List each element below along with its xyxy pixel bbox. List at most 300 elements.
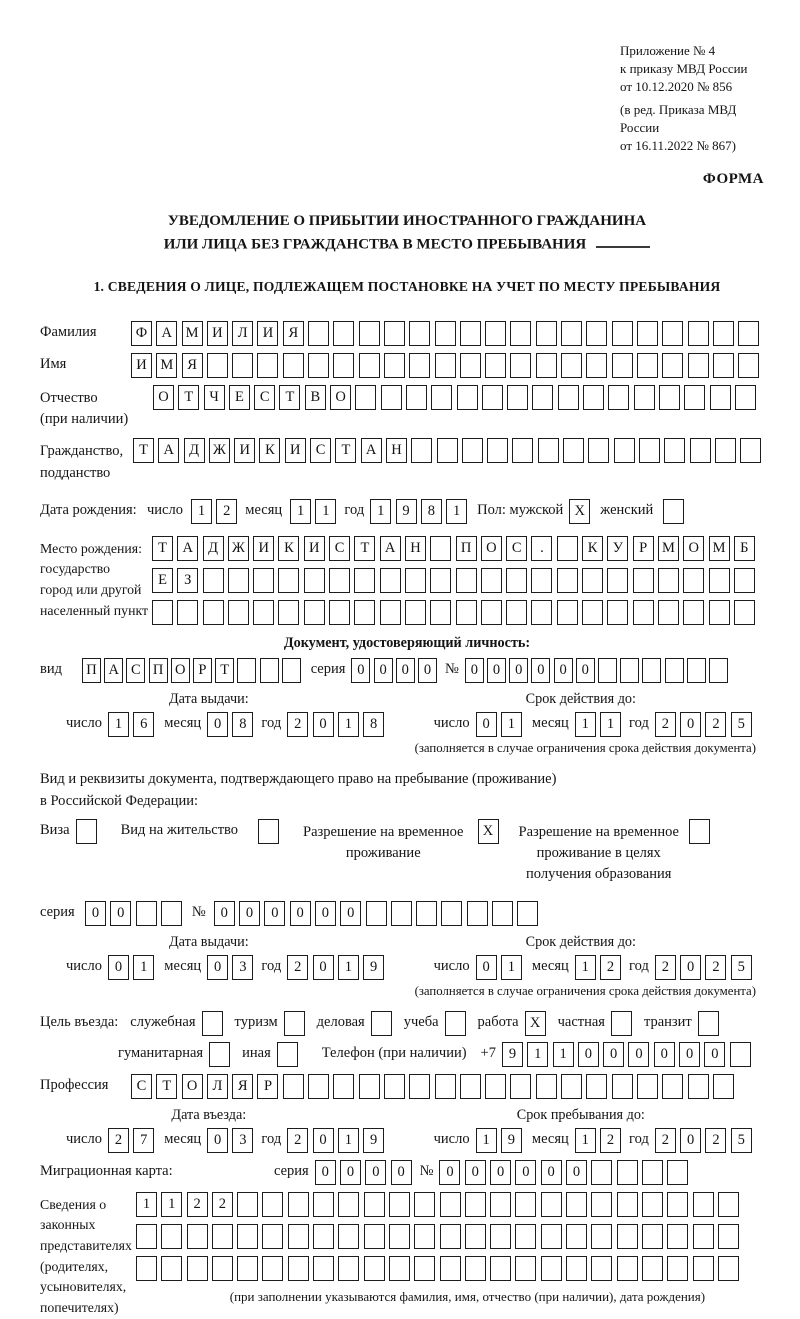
purpose-study-checkbox[interactable] (445, 1011, 466, 1036)
char-cell[interactable] (445, 1011, 466, 1036)
char-cell[interactable]: 0 (313, 1128, 334, 1153)
char-cell[interactable]: 2 (287, 1128, 308, 1153)
char-cell[interactable]: Т (335, 438, 356, 463)
char-cell[interactable]: Ж (209, 438, 230, 463)
char-cell[interactable]: С (126, 658, 145, 683)
char-cell[interactable] (667, 1256, 688, 1281)
entry-day-input[interactable] (108, 1128, 154, 1153)
char-cell[interactable] (313, 1192, 334, 1217)
char-cell[interactable]: О (683, 536, 704, 561)
char-cell[interactable]: С (131, 1074, 152, 1099)
char-cell[interactable] (688, 1074, 709, 1099)
char-cell[interactable]: Н (386, 438, 407, 463)
char-cell[interactable]: 0 (315, 1160, 336, 1185)
char-cell[interactable]: Д (203, 536, 224, 561)
char-cell[interactable] (683, 568, 704, 593)
char-cell[interactable]: Л (232, 321, 253, 346)
char-cell[interactable] (380, 568, 401, 593)
birthplace-line2-input[interactable] (152, 568, 755, 593)
doc-valid-year-input[interactable] (655, 712, 752, 737)
char-cell[interactable]: 1 (191, 499, 212, 524)
char-cell[interactable]: 0 (396, 658, 415, 683)
char-cell[interactable] (718, 1224, 739, 1249)
char-cell[interactable] (667, 1192, 688, 1217)
surname-input[interactable] (131, 321, 759, 346)
char-cell[interactable]: 1 (501, 955, 522, 980)
char-cell[interactable]: О (171, 658, 190, 683)
char-cell[interactable]: С (254, 385, 275, 410)
char-cell[interactable] (715, 438, 736, 463)
char-cell[interactable]: Р (193, 658, 212, 683)
char-cell[interactable] (437, 438, 458, 463)
residence-series-input[interactable] (85, 901, 182, 926)
char-cell[interactable] (288, 1256, 309, 1281)
char-cell[interactable] (384, 321, 405, 346)
char-cell[interactable]: . (531, 536, 552, 561)
char-cell[interactable] (440, 1192, 461, 1217)
birthplace-line3-input[interactable] (152, 600, 755, 625)
char-cell[interactable]: 2 (600, 955, 621, 980)
patronymic-input[interactable] (153, 385, 756, 410)
char-cell[interactable] (538, 438, 559, 463)
char-cell[interactable]: 1 (476, 1128, 497, 1153)
char-cell[interactable] (490, 1224, 511, 1249)
char-cell[interactable]: 2 (600, 1128, 621, 1153)
char-cell[interactable] (278, 568, 299, 593)
char-cell[interactable] (709, 600, 730, 625)
char-cell[interactable]: 1 (133, 955, 154, 980)
doc-issue-day-input[interactable] (108, 712, 154, 737)
residence-number-input[interactable] (214, 901, 539, 926)
char-cell[interactable]: Д (184, 438, 205, 463)
char-cell[interactable] (203, 600, 224, 625)
char-cell[interactable]: Т (178, 385, 199, 410)
char-cell[interactable] (212, 1224, 233, 1249)
char-cell[interactable] (203, 568, 224, 593)
residence-valid-day-input[interactable] (476, 955, 522, 980)
char-cell[interactable] (662, 353, 683, 378)
char-cell[interactable] (693, 1224, 714, 1249)
char-cell[interactable]: X (569, 499, 590, 524)
char-cell[interactable] (586, 321, 607, 346)
citizenship-input[interactable] (133, 438, 761, 463)
char-cell[interactable] (283, 1074, 304, 1099)
representatives-line2-input[interactable] (136, 1224, 739, 1249)
char-cell[interactable]: 0 (509, 658, 528, 683)
char-cell[interactable] (586, 353, 607, 378)
char-cell[interactable] (658, 600, 679, 625)
char-cell[interactable]: 1 (315, 499, 336, 524)
char-cell[interactable] (566, 1192, 587, 1217)
birth-month-input[interactable] (290, 499, 336, 524)
char-cell[interactable] (566, 1224, 587, 1249)
char-cell[interactable]: 9 (363, 955, 384, 980)
char-cell[interactable]: А (380, 536, 401, 561)
char-cell[interactable] (366, 901, 387, 926)
char-cell[interactable]: Ф (131, 321, 152, 346)
char-cell[interactable] (541, 1224, 562, 1249)
char-cell[interactable]: 0 (313, 712, 334, 737)
char-cell[interactable] (333, 321, 354, 346)
char-cell[interactable] (531, 600, 552, 625)
char-cell[interactable] (709, 658, 728, 683)
char-cell[interactable] (512, 438, 533, 463)
char-cell[interactable] (612, 1074, 633, 1099)
char-cell[interactable] (735, 385, 756, 410)
char-cell[interactable]: У (607, 536, 628, 561)
char-cell[interactable]: 3 (232, 1128, 253, 1153)
char-cell[interactable] (642, 1224, 663, 1249)
char-cell[interactable]: 0 (340, 1160, 361, 1185)
char-cell[interactable]: 0 (476, 955, 497, 980)
birthplace-line1-input[interactable] (152, 536, 755, 561)
char-cell[interactable] (359, 353, 380, 378)
char-cell[interactable] (161, 1224, 182, 1249)
char-cell[interactable] (541, 1256, 562, 1281)
char-cell[interactable]: П (82, 658, 101, 683)
char-cell[interactable] (76, 819, 97, 844)
birth-year-input[interactable] (370, 499, 467, 524)
char-cell[interactable]: 9 (396, 499, 417, 524)
char-cell[interactable] (177, 600, 198, 625)
char-cell[interactable] (591, 1192, 612, 1217)
char-cell[interactable]: Л (207, 1074, 228, 1099)
char-cell[interactable] (663, 499, 684, 524)
char-cell[interactable]: З (177, 568, 198, 593)
char-cell[interactable] (561, 1074, 582, 1099)
char-cell[interactable] (308, 321, 329, 346)
char-cell[interactable]: И (304, 536, 325, 561)
char-cell[interactable] (262, 1256, 283, 1281)
char-cell[interactable] (710, 385, 731, 410)
char-cell[interactable] (536, 353, 557, 378)
char-cell[interactable] (187, 1224, 208, 1249)
char-cell[interactable]: 2 (705, 712, 726, 737)
char-cell[interactable] (209, 1042, 230, 1067)
sex-female-checkbox[interactable] (663, 499, 684, 524)
char-cell[interactable] (457, 385, 478, 410)
char-cell[interactable] (485, 321, 506, 346)
char-cell[interactable] (228, 600, 249, 625)
char-cell[interactable]: X (478, 819, 499, 844)
char-cell[interactable] (709, 568, 730, 593)
char-cell[interactable]: 0 (554, 658, 573, 683)
char-cell[interactable] (718, 1192, 739, 1217)
purpose-work-checkbox[interactable] (525, 1011, 546, 1036)
char-cell[interactable] (460, 353, 481, 378)
char-cell[interactable]: О (330, 385, 351, 410)
char-cell[interactable]: 1 (136, 1192, 157, 1217)
char-cell[interactable]: 0 (239, 901, 260, 926)
char-cell[interactable] (161, 901, 182, 926)
char-cell[interactable] (667, 1224, 688, 1249)
entry-month-input[interactable] (207, 1128, 253, 1153)
char-cell[interactable] (371, 1011, 392, 1036)
residence-issue-year-input[interactable] (287, 955, 384, 980)
char-cell[interactable] (740, 438, 761, 463)
char-cell[interactable] (684, 385, 705, 410)
char-cell[interactable] (561, 321, 582, 346)
char-cell[interactable]: 0 (85, 901, 106, 926)
char-cell[interactable] (563, 438, 584, 463)
temp-residence-checkbox[interactable] (478, 819, 499, 844)
char-cell[interactable]: А (158, 438, 179, 463)
char-cell[interactable] (612, 353, 633, 378)
char-cell[interactable] (354, 568, 375, 593)
char-cell[interactable] (713, 321, 734, 346)
char-cell[interactable] (283, 353, 304, 378)
char-cell[interactable] (262, 1224, 283, 1249)
char-cell[interactable] (683, 600, 704, 625)
char-cell[interactable]: П (149, 658, 168, 683)
doc-issue-year-input[interactable] (287, 712, 384, 737)
doc-number-input[interactable] (465, 658, 728, 683)
purpose-private-checkbox[interactable] (611, 1011, 632, 1036)
char-cell[interactable] (718, 1256, 739, 1281)
char-cell[interactable] (617, 1256, 638, 1281)
char-cell[interactable] (536, 321, 557, 346)
char-cell[interactable] (482, 385, 503, 410)
char-cell[interactable]: М (709, 536, 730, 561)
char-cell[interactable] (152, 600, 173, 625)
char-cell[interactable]: 0 (207, 955, 228, 980)
char-cell[interactable]: 0 (465, 658, 484, 683)
char-cell[interactable]: Т (156, 1074, 177, 1099)
char-cell[interactable] (633, 600, 654, 625)
char-cell[interactable]: Т (152, 536, 173, 561)
char-cell[interactable] (637, 321, 658, 346)
char-cell[interactable] (338, 1256, 359, 1281)
char-cell[interactable] (333, 353, 354, 378)
char-cell[interactable]: И (257, 321, 278, 346)
char-cell[interactable]: 7 (133, 1128, 154, 1153)
char-cell[interactable] (614, 438, 635, 463)
char-cell[interactable] (506, 600, 527, 625)
purpose-business-checkbox[interactable] (371, 1011, 392, 1036)
char-cell[interactable] (431, 385, 452, 410)
char-cell[interactable]: 2 (287, 712, 308, 737)
char-cell[interactable]: 0 (374, 658, 393, 683)
residence-issue-day-input[interactable] (108, 955, 154, 980)
char-cell[interactable] (532, 385, 553, 410)
purpose-tourism-checkbox[interactable] (284, 1011, 305, 1036)
char-cell[interactable] (380, 600, 401, 625)
char-cell[interactable]: 1 (370, 499, 391, 524)
char-cell[interactable] (566, 1256, 587, 1281)
char-cell[interactable] (136, 1224, 157, 1249)
char-cell[interactable] (506, 568, 527, 593)
char-cell[interactable] (384, 1074, 405, 1099)
char-cell[interactable] (288, 1192, 309, 1217)
char-cell[interactable]: 0 (207, 1128, 228, 1153)
char-cell[interactable]: 0 (207, 712, 228, 737)
char-cell[interactable]: И (234, 438, 255, 463)
purpose-transit-checkbox[interactable] (698, 1011, 719, 1036)
char-cell[interactable]: 2 (108, 1128, 129, 1153)
char-cell[interactable] (531, 568, 552, 593)
char-cell[interactable] (416, 901, 437, 926)
char-cell[interactable] (662, 1074, 683, 1099)
char-cell[interactable]: 0 (578, 1042, 599, 1067)
representatives-line3-input[interactable] (136, 1256, 739, 1281)
char-cell[interactable]: В (305, 385, 326, 410)
char-cell[interactable]: И (207, 321, 228, 346)
char-cell[interactable]: Ч (204, 385, 225, 410)
char-cell[interactable]: С (310, 438, 331, 463)
residence-issue-month-input[interactable] (207, 955, 253, 980)
stay-year-input[interactable] (655, 1128, 752, 1153)
char-cell[interactable]: 0 (531, 658, 550, 683)
char-cell[interactable]: 1 (575, 1128, 596, 1153)
char-cell[interactable] (354, 600, 375, 625)
char-cell[interactable] (440, 1224, 461, 1249)
char-cell[interactable] (510, 321, 531, 346)
char-cell[interactable] (536, 1074, 557, 1099)
char-cell[interactable]: 0 (110, 901, 131, 926)
char-cell[interactable]: 1 (600, 712, 621, 737)
char-cell[interactable] (662, 321, 683, 346)
char-cell[interactable] (462, 438, 483, 463)
char-cell[interactable]: О (481, 536, 502, 561)
doc-valid-day-input[interactable] (476, 712, 522, 737)
char-cell[interactable]: 0 (391, 1160, 412, 1185)
char-cell[interactable] (304, 568, 325, 593)
char-cell[interactable] (607, 568, 628, 593)
char-cell[interactable] (237, 1256, 258, 1281)
char-cell[interactable] (510, 1074, 531, 1099)
char-cell[interactable]: 0 (704, 1042, 725, 1067)
char-cell[interactable]: 0 (680, 712, 701, 737)
residence-valid-month-input[interactable] (575, 955, 621, 980)
birth-day-input[interactable] (191, 499, 237, 524)
char-cell[interactable]: Е (152, 568, 173, 593)
char-cell[interactable]: 0 (566, 1160, 587, 1185)
char-cell[interactable]: 1 (161, 1192, 182, 1217)
char-cell[interactable] (329, 568, 350, 593)
char-cell[interactable] (485, 353, 506, 378)
char-cell[interactable]: 5 (731, 1128, 752, 1153)
char-cell[interactable] (617, 1160, 638, 1185)
doc-series-input[interactable] (351, 658, 437, 683)
char-cell[interactable] (253, 600, 274, 625)
char-cell[interactable] (517, 901, 538, 926)
char-cell[interactable] (637, 353, 658, 378)
char-cell[interactable]: 1 (338, 955, 359, 980)
char-cell[interactable]: 2 (655, 1128, 676, 1153)
char-cell[interactable] (237, 1224, 258, 1249)
char-cell[interactable]: 1 (446, 499, 467, 524)
char-cell[interactable]: 8 (421, 499, 442, 524)
char-cell[interactable]: Т (279, 385, 300, 410)
char-cell[interactable] (467, 901, 488, 926)
char-cell[interactable]: 2 (705, 955, 726, 980)
char-cell[interactable] (588, 438, 609, 463)
char-cell[interactable] (586, 1074, 607, 1099)
char-cell[interactable] (693, 1192, 714, 1217)
char-cell[interactable]: 1 (501, 712, 522, 737)
char-cell[interactable] (313, 1224, 334, 1249)
residence-valid-year-input[interactable] (655, 955, 752, 980)
char-cell[interactable] (359, 1074, 380, 1099)
stay-month-input[interactable] (575, 1128, 621, 1153)
char-cell[interactable]: К (278, 536, 299, 561)
doc-type-input[interactable] (82, 658, 301, 683)
char-cell[interactable] (409, 1074, 430, 1099)
char-cell[interactable] (414, 1224, 435, 1249)
char-cell[interactable] (202, 1011, 223, 1036)
char-cell[interactable]: 0 (340, 901, 361, 926)
char-cell[interactable] (642, 1160, 663, 1185)
char-cell[interactable] (487, 438, 508, 463)
char-cell[interactable] (667, 1160, 688, 1185)
char-cell[interactable] (207, 353, 228, 378)
char-cell[interactable]: 9 (502, 1042, 523, 1067)
char-cell[interactable] (633, 568, 654, 593)
sex-male-checkbox[interactable] (569, 499, 590, 524)
char-cell[interactable] (617, 1192, 638, 1217)
doc-issue-month-input[interactable] (207, 712, 253, 737)
char-cell[interactable]: 1 (575, 955, 596, 980)
char-cell[interactable]: Я (182, 353, 203, 378)
char-cell[interactable] (690, 438, 711, 463)
char-cell[interactable] (389, 1256, 410, 1281)
char-cell[interactable]: 0 (418, 658, 437, 683)
char-cell[interactable] (515, 1224, 536, 1249)
char-cell[interactable] (582, 568, 603, 593)
char-cell[interactable]: 0 (487, 658, 506, 683)
char-cell[interactable] (405, 600, 426, 625)
char-cell[interactable]: 1 (108, 712, 129, 737)
char-cell[interactable] (405, 568, 426, 593)
residence-permit-checkbox[interactable] (258, 819, 279, 844)
char-cell[interactable] (515, 1192, 536, 1217)
char-cell[interactable] (734, 600, 755, 625)
char-cell[interactable] (304, 600, 325, 625)
char-cell[interactable] (364, 1256, 385, 1281)
char-cell[interactable]: О (182, 1074, 203, 1099)
char-cell[interactable]: 2 (187, 1192, 208, 1217)
char-cell[interactable] (384, 353, 405, 378)
char-cell[interactable] (308, 1074, 329, 1099)
char-cell[interactable] (558, 385, 579, 410)
char-cell[interactable] (253, 568, 274, 593)
stay-day-input[interactable] (476, 1128, 522, 1153)
phone-input[interactable] (502, 1042, 751, 1067)
char-cell[interactable] (460, 1074, 481, 1099)
char-cell[interactable]: Р (633, 536, 654, 561)
char-cell[interactable] (355, 385, 376, 410)
profession-input[interactable] (131, 1074, 734, 1099)
char-cell[interactable] (713, 353, 734, 378)
char-cell[interactable] (481, 600, 502, 625)
char-cell[interactable] (456, 600, 477, 625)
char-cell[interactable] (136, 1256, 157, 1281)
char-cell[interactable] (490, 1192, 511, 1217)
char-cell[interactable] (557, 536, 578, 561)
char-cell[interactable] (642, 1192, 663, 1217)
char-cell[interactable] (642, 658, 661, 683)
char-cell[interactable] (441, 901, 462, 926)
char-cell[interactable]: 1 (575, 712, 596, 737)
char-cell[interactable]: Т (133, 438, 154, 463)
char-cell[interactable] (734, 568, 755, 593)
char-cell[interactable] (465, 1256, 486, 1281)
char-cell[interactable] (406, 385, 427, 410)
char-cell[interactable]: 2 (216, 499, 237, 524)
char-cell[interactable] (515, 1256, 536, 1281)
char-cell[interactable]: О (153, 385, 174, 410)
char-cell[interactable] (490, 1256, 511, 1281)
